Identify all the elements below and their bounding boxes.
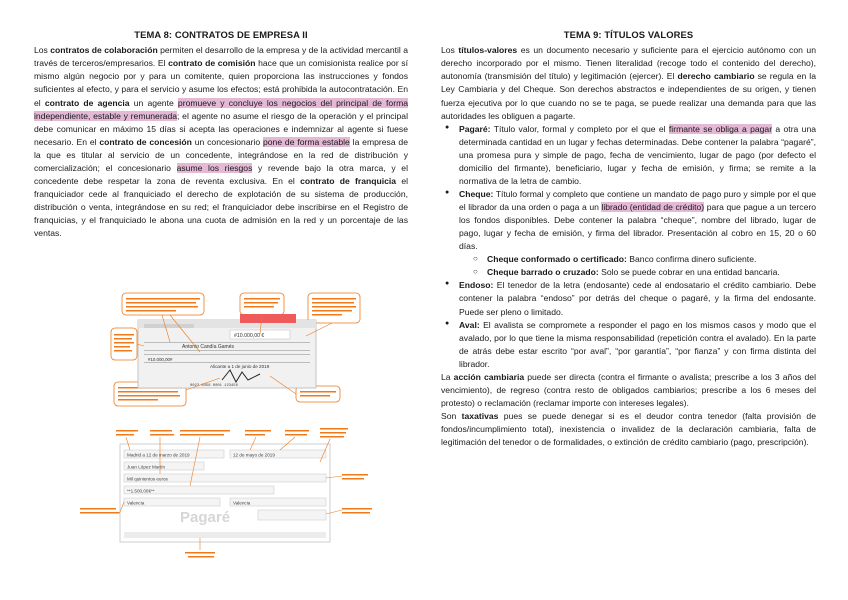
sub-item-barrado: ○ Cheque barrado o cruzado: Solo se puede cobrar en una entidad bancaria. [471, 266, 816, 279]
cheque-diagram [110, 290, 372, 408]
pagare-issuer: Valencia [233, 500, 251, 506]
bold-term: taxativas [461, 411, 499, 422]
pagare-payee: Juan López Martín [127, 464, 166, 470]
titles-list [441, 123, 816, 371]
right-paragraph-1: Los títulos-valores es un documento necesario y suficiente para el ejercicio autónomo con un derecho incorporado por el mismo. Tienen literalidad (recoge todo el contenido del derecho), autonomía (transmisión del título) y legitimación (ejercer). El derecho cambiario se regula en la Ley Cambiaria y del Cheque. Son derechos abstractos e independientes de su origen, y tienen fuerza ejecutiva por lo que cuando no se te paga, se puede realizar una demanda para que las autoridades les obliguen a pagarte. [441, 45, 816, 121]
pagare-diagram [80, 428, 380, 570]
bold-term: contrato de comisión [168, 58, 256, 69]
right-title: TEMA 9: TÍTULOS VALORES [563, 29, 694, 40]
bold-term: contratos de colaboración [50, 45, 158, 56]
pagare-place-date: Madrid a 12 de marzo de 2019 [127, 452, 190, 458]
bullet-pagare: ● Pagaré: Título valor, formal y completo por el que el firmante se obliga a pagar a otra una determinada cantidad en un lugar y fechas determinadas. Debe contener la palabra “pagaré”, una promesa pura y simple de pago, fecha de vencimiento, lugar de pago (por defecto el domicilio del firmante), beneficiario, lugar y fecha de emisión, y firma; se remite a la normativa de la letra de cambio. [441, 123, 816, 188]
bold-term: Cheque conformado o certificado: [487, 254, 627, 265]
bold-term: Endoso: [459, 280, 494, 291]
sub-item-conformado: ○ Cheque conformado o certificado: Banco confirma dinero suficiente. [471, 253, 816, 266]
bold-term: acción cambiaria [453, 371, 525, 382]
bold-term: Cheque: [459, 188, 494, 199]
right-paragraph-2: La acción cambiaria puede ser directa (contra el firmante o avalista; prescribe a los 3 años del vencimiento), de regreso (contra resto de obligados cambiarios; prescribe a los 6 meses del protesto) o reclamación (reclamar importe con intereses legales). [441, 371, 816, 408]
cheque-types-list [471, 253, 816, 279]
bullet-endoso: ● Endoso: El tenedor de la letra (endosante) cede al endosatario el crédito cambiario. Debe contener la palabra “endoso” por detrás del cheque o pagaré, y la firma del endosante. Puede ser pleno o limitado. [441, 279, 816, 318]
highlighted-text: firmante se obliga a pagar [668, 123, 773, 134]
bold-term: contrato de franquicia [300, 175, 397, 186]
cheque-amount-line: #10.000,00# [148, 357, 173, 362]
pagare-due-date: 12 de mayo de 2019 [233, 452, 275, 458]
highlighted-text: pone de forma estable [262, 136, 350, 147]
bold-term: contrato de concesión [99, 136, 192, 147]
cheque-figure [110, 290, 372, 408]
pagare-words: Mil quinientos euros [127, 476, 168, 482]
left-column [34, 28, 408, 240]
cheque-payee: Antonio Candía Gamés [182, 344, 234, 350]
bullet-aval: ● Aval: El avalista se compromete a responder el pago en los mismos casos y modo que el avalado, por lo que tiene la misma responsabilidad (repetición contra el avalado). En la parte de atrás debe estar escrito “por aval”, “por garantía”, “por fianza” y con firma distinta del librador. [441, 319, 816, 371]
highlighted-text: librado (entidad de crédito) [601, 202, 705, 213]
left-paragraph: Los contratos de colaboración permiten el desarrollo de la empresa y de la actividad mercantil a través de terceros/empresarios. El contrato de comisión hace que un comisionista realice por sí mismo algún negocio por y para un comitente, quien proporciona las instrucciones y fondos suficientes al efecto, y para el servicio y asume los efectos; está prohibida la autocontratación. En el contrato de agencia un agente promueve y concluye los negocios del principal de forma independiente, estable y remunerada; el agente no asume el riesgo de la operación y el principal debe comunicar en máximo 15 días si acepta las operaciones e indemnizar al agente si fuese necesario. En el contrato de concesión un concesionario pone de forma estable la empresa de la que es titular al servicio de un concedente, integrándose en la red de distribución y comercialización; el concesionario asume los riesgos y revende bajo la otra marca, y el concedente debe respetar la zona de reventa exclusiva. En el contrato de franquicia el franquiciador cede al franquiciado el derecho de explotación de su sistema de producción, distribución o venta, integrándose en su red; el franquiciador debe inscribirse en el Registro de franquicias, y el franquiciado le abona una cuota de admisión en la red y un porcentaje de las ventas. [34, 45, 409, 239]
highlighted-text: promueve y concluye los negocios del principal de forma independiente, estable y remunerada [34, 97, 409, 121]
highlighted-text: asume los riesgos [176, 162, 253, 173]
bold-term: Pagaré: [459, 123, 491, 134]
bold-term: derecho cambiario [677, 71, 755, 82]
bold-term: Cheque barrado o cruzado: [487, 267, 599, 278]
bullet-cheque-text: Cheque: Título formal y completo que contiene un mandato de pago puro y simple por el que el librador da una orden o paga a un librado (entidad de crédito) para que pague a un tercero los fondos disponibles. Debe contener la palabra “cheque”, nombre del librado, lugar de pago, lugar y fecha de emisión, y firma del librador. Presentación al cobro en 15, 20 o 60 días. [459, 188, 817, 252]
bold-term: contrato de agencia [44, 97, 130, 108]
right-column [441, 28, 816, 449]
cheque-amount-box: #10.000,00 € [234, 333, 265, 339]
pagare-figure [80, 428, 380, 570]
bold-term: Aval: [459, 319, 480, 330]
right-paragraph-3: Son taxativas pues se puede denegar si es el deudor contra tenedor (falta provisión de fondos/incumplimiento total), inexistencia o invalidez de la declaración cambiaria, falta de legitimación del tenedor o de formalidades, o extinción de crédito cambiario (pago, prescripción). [441, 411, 816, 448]
bold-term: títulos-valores [458, 45, 518, 56]
cheque-place-date: Alicante a 1 de junio de 2019 [210, 364, 270, 369]
pagare-watermark: Pagaré [180, 509, 231, 526]
pagare-pay-place: Valencia [127, 500, 145, 506]
cheque-micr: 0023 0456 0001 123456 [190, 384, 238, 388]
left-title: TEMA 8: CONTRATOS DE EMPRESA II [134, 29, 308, 40]
bullet-cheque [441, 188, 816, 279]
pagare-amount: **1.500,00€** [127, 488, 155, 494]
